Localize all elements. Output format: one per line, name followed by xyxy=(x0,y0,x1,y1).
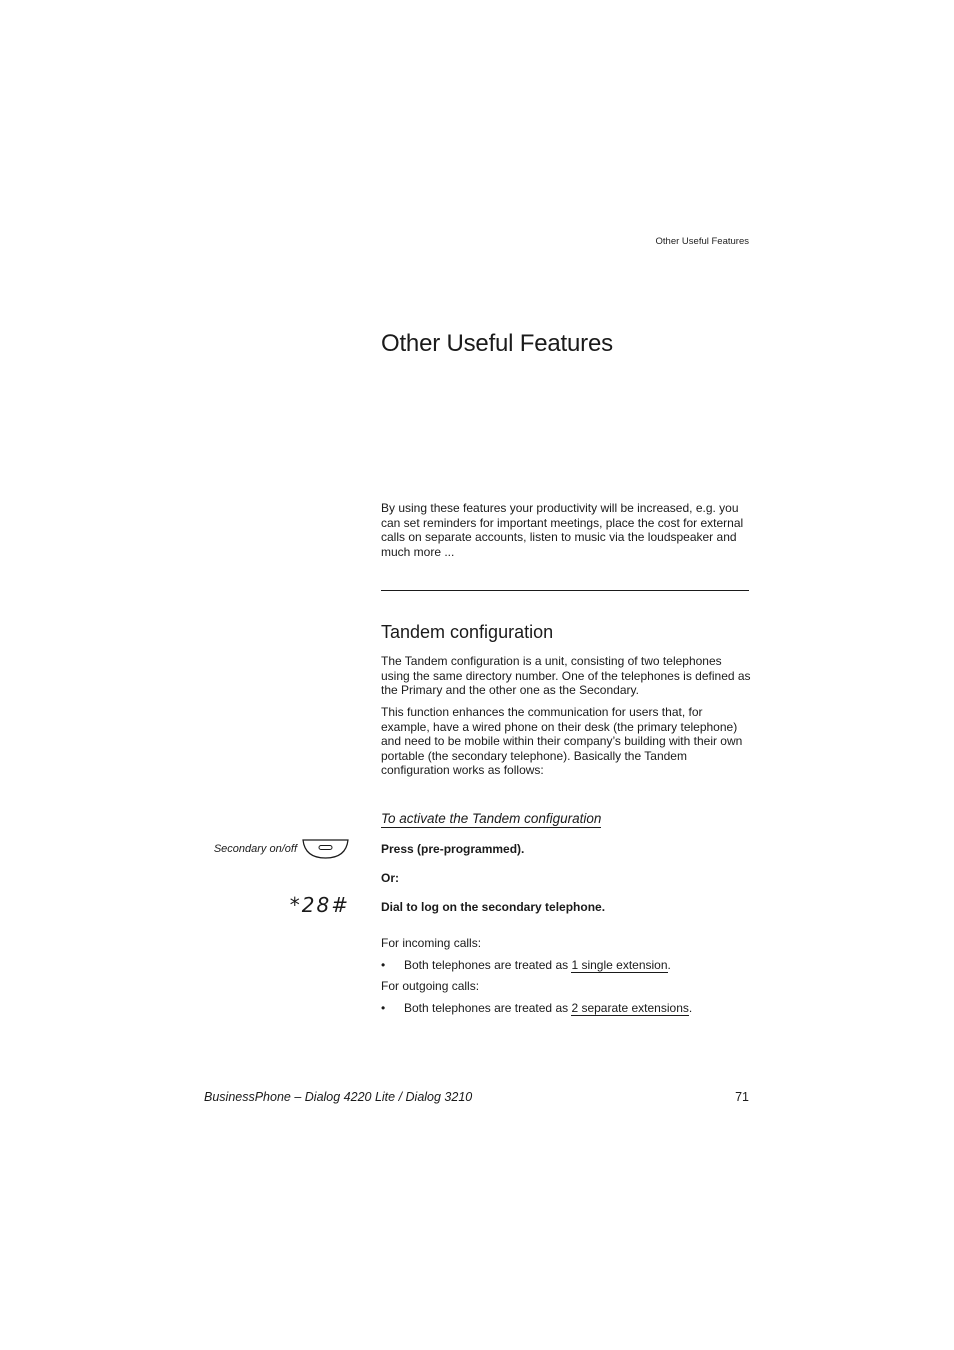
intro-paragraph: By using these features your productivity will be increased, e.g. you can set reminders for important meetings, place the cost for external calls on separate accounts, listen to music via the loudspeaker and much more ... xyxy=(381,501,744,559)
tandem-function-paragraph: This function enhances the communication for users that, for example, have a wired phone on their desk (the primary telephone) and need to be mobile within their company’s building with their own portable (the secondary telephone). Basically the Tandem configuration works as follows: xyxy=(381,705,743,778)
bullet-end: . xyxy=(688,1001,693,1015)
section-divider xyxy=(381,590,749,591)
footer-title: BusinessPhone – Dialog 4220 Lite / Dialog 3210 xyxy=(204,1090,473,1104)
incoming-calls-label: For incoming calls: xyxy=(381,936,482,950)
step-dial: Dial to log on the secondary telephone. xyxy=(381,900,606,914)
running-header: Other Useful Features xyxy=(655,236,749,247)
procedure-heading: To activate the Tandem configuration xyxy=(381,811,602,826)
bullet-text: Both telephones are treated as xyxy=(404,958,572,972)
bullet-mark: • xyxy=(381,1001,386,1015)
page-title: Other Useful Features xyxy=(381,330,613,357)
secondary-key-label: Secondary on/off xyxy=(213,843,297,855)
tandem-description-paragraph: The Tandem configuration is a unit, consisting of two telephones using the same directory number. One of the telephones is defined as the Primary and the other one as the Secondary. xyxy=(381,654,751,698)
bullet-mark: • xyxy=(381,958,386,972)
step-press: Press (pre-programmed). xyxy=(381,842,525,856)
outgoing-calls-label: For outgoing calls: xyxy=(381,979,480,993)
outgoing-bullet xyxy=(381,1001,692,1015)
single-extension-term: 1 single extension xyxy=(571,958,668,972)
section-heading: Tandem configuration xyxy=(381,622,554,642)
page-number: 71 xyxy=(735,1090,749,1104)
function-key-icon xyxy=(302,839,349,859)
or-label: Or: xyxy=(381,871,399,885)
bullet-text: Both telephones are treated as xyxy=(404,1001,572,1015)
separate-extensions-term: 2 separate extensions xyxy=(571,1001,689,1015)
incoming-bullet xyxy=(381,958,671,972)
bullet-end: . xyxy=(667,958,671,972)
dial-code: *28# xyxy=(289,893,350,917)
